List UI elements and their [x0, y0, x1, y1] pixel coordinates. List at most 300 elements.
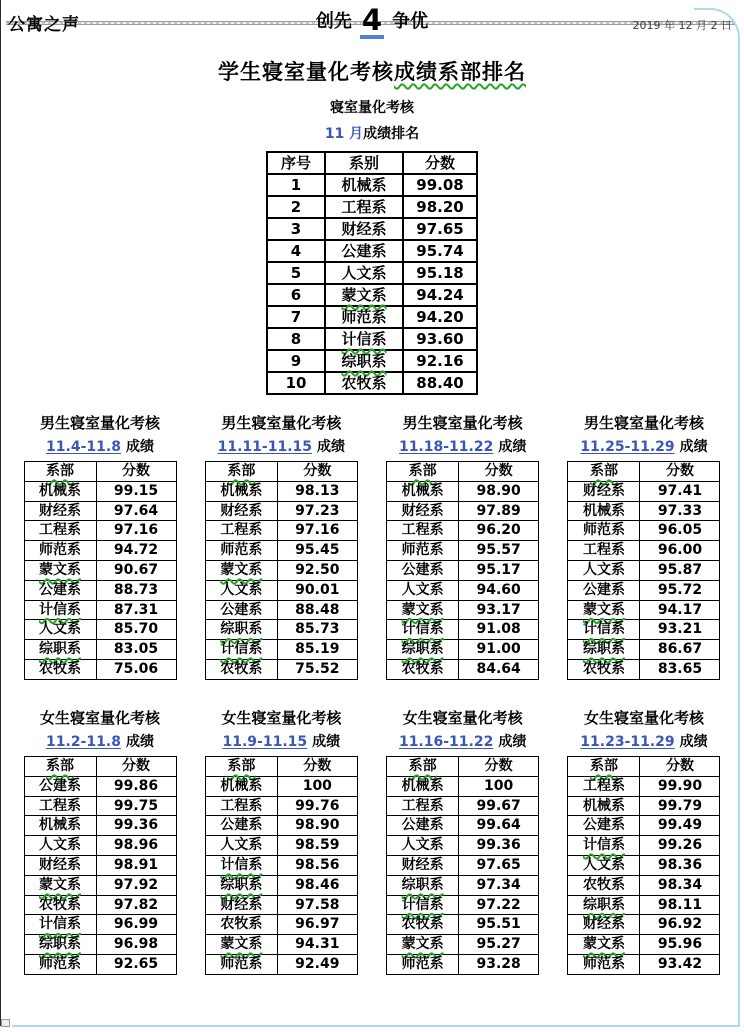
weekly-score-table	[386, 756, 539, 975]
value-cell: 97.34	[459, 875, 539, 895]
dept-cell	[205, 560, 277, 580]
weekly-table-body	[24, 776, 176, 974]
table-row	[205, 935, 357, 955]
table-row	[24, 895, 176, 915]
value-cell: 84.64	[459, 659, 539, 679]
weekly-table-title: 女生寝室量化考核	[39, 709, 160, 727]
value-cell: 98.91	[96, 855, 176, 875]
dept-header-label: 系部	[227, 463, 256, 479]
dept-cell: 师范系	[325, 306, 403, 328]
dept-label: 蒙文系	[220, 936, 263, 953]
dept-cell	[205, 875, 277, 895]
value-cell: 4	[267, 240, 325, 262]
value-cell: 96.92	[640, 915, 720, 935]
table-row	[387, 895, 539, 915]
table-row	[205, 954, 357, 974]
dept-cell: 人文系	[24, 836, 96, 856]
value-cell: 85.19	[277, 640, 357, 660]
dept-column-header	[24, 757, 96, 777]
dept-cell: 机械系	[205, 776, 277, 796]
table-row	[205, 560, 357, 580]
value-cell: 98.36	[640, 855, 720, 875]
value-cell: 94.60	[459, 580, 539, 600]
dept-cell: 人文系	[205, 580, 277, 600]
dept-cell: 财经系	[568, 481, 640, 501]
table-row	[205, 796, 357, 816]
dept-label: 综职系	[39, 936, 81, 953]
table-row	[24, 659, 176, 679]
dept-header-label: 系部	[589, 463, 618, 479]
dept-cell: 农牧系	[24, 895, 96, 915]
weekly-table-subtitle	[379, 436, 547, 456]
table-row	[205, 855, 357, 875]
dept-column-header	[387, 757, 459, 777]
table-row	[387, 875, 539, 895]
value-cell: 99.36	[459, 836, 539, 856]
weekly-score-table	[205, 756, 358, 975]
value-cell: 9	[267, 350, 325, 372]
dept-cell	[387, 640, 459, 660]
value-cell: 6	[267, 284, 325, 306]
table-row	[387, 481, 539, 501]
table-row	[387, 541, 539, 561]
dept-cell: 财经系	[568, 915, 640, 935]
table-row	[205, 580, 357, 600]
dept-cell	[325, 284, 403, 306]
value-cell: 93.21	[640, 620, 720, 640]
value-cell: 100	[459, 776, 539, 796]
dept-label: 蒙文系	[401, 936, 444, 953]
dept-header-label: 系部	[46, 758, 74, 774]
score-column-header: 分数	[403, 152, 477, 174]
weekly-table-block	[197, 412, 365, 680]
dept-cell	[24, 560, 96, 580]
table-header-row	[387, 757, 539, 777]
dept-cell: 财经系	[325, 218, 403, 240]
value-cell: 98.34	[640, 875, 720, 895]
dept-cell: 工程系	[205, 796, 277, 816]
dept-cell	[387, 935, 459, 955]
value-cell: 97.16	[96, 521, 176, 541]
table-row	[24, 560, 176, 580]
value-cell: 99.86	[96, 776, 176, 796]
dept-cell: 机械系	[387, 776, 459, 796]
table-row	[387, 855, 539, 875]
table-row	[267, 350, 477, 372]
value-cell: 99.79	[640, 796, 720, 816]
table-row	[568, 501, 720, 521]
subtitle-suffix: 成绩	[125, 734, 154, 750]
score-column-header: 分数	[277, 462, 357, 482]
dept-label: 蒙文系	[401, 601, 444, 618]
value-cell: 99.36	[96, 816, 176, 836]
weekly-table-block	[379, 412, 547, 680]
dept-label: 综职系	[220, 876, 263, 893]
dept-cell: 师范系	[205, 541, 277, 561]
value-cell: 95.72	[640, 580, 720, 600]
page-bottom-border	[12, 1025, 739, 1027]
value-cell: 99.08	[403, 174, 477, 196]
dept-cell: 人文系	[568, 855, 640, 875]
value-cell: 1	[267, 174, 325, 196]
dept-cell: 公建系	[205, 816, 277, 836]
dept-cell	[568, 640, 640, 660]
table-row	[568, 855, 720, 875]
value-cell: 88.40	[403, 372, 477, 394]
value-cell: 95.45	[277, 541, 357, 561]
dept-cell: 工程系	[325, 196, 403, 218]
value-cell: 75.06	[96, 659, 176, 679]
value-cell: 88.48	[277, 600, 357, 620]
dept-cell: 工程系	[24, 521, 96, 541]
weekly-table-block	[560, 707, 728, 975]
dept-cell	[568, 836, 640, 856]
table-row	[24, 816, 176, 836]
value-cell: 97.89	[459, 501, 539, 521]
value-cell: 99.15	[96, 481, 176, 501]
value-cell: 96.97	[277, 915, 357, 935]
value-cell: 95.96	[640, 935, 720, 955]
subtitle-suffix: 成绩	[679, 439, 708, 455]
value-cell: 97.16	[277, 521, 357, 541]
weekly-table-body	[205, 481, 357, 679]
table-row	[387, 954, 539, 974]
slogan-text-pre: 创先	[315, 11, 352, 32]
dept-cell: 工程系	[24, 796, 96, 816]
dept-cell	[387, 620, 459, 640]
dept-cell: 公建系	[387, 816, 459, 836]
value-cell: 97.22	[459, 895, 539, 915]
table-row	[387, 935, 539, 955]
weekly-score-table	[567, 756, 720, 975]
dept-cell	[325, 350, 403, 372]
weekly-table-block	[16, 412, 184, 680]
page-title-underlined: 成绩系部排名	[394, 60, 526, 84]
value-cell: 95.74	[403, 240, 477, 262]
dept-cell: 师范系	[568, 521, 640, 541]
dept-label: 蒙文系	[582, 601, 625, 618]
dept-header-label: 系部	[227, 758, 256, 774]
table-row	[205, 501, 357, 521]
dept-cell: 机械系	[205, 481, 277, 501]
score-column-header: 分数	[459, 462, 539, 482]
dept-cell: 机械系	[568, 501, 640, 521]
table-row	[568, 659, 720, 679]
value-cell: 94.17	[640, 600, 720, 620]
value-cell: 5	[267, 262, 325, 284]
value-cell: 97.92	[96, 875, 176, 895]
subtitle-suffix: 成绩	[679, 734, 708, 750]
dept-cell: 农牧系	[568, 659, 640, 679]
dept-cell: 农牧系	[387, 659, 459, 679]
dept-cell: 财经系	[205, 501, 277, 521]
dept-cell: 公建系	[205, 600, 277, 620]
table-row	[568, 935, 720, 955]
dept-cell: 人文系	[24, 620, 96, 640]
weekly-table-title: 女生寝室量化考核	[583, 709, 704, 727]
boys-weekly-tables-row	[16, 412, 728, 680]
table-header-row	[24, 462, 176, 482]
monthly-ranking-subheading	[0, 123, 744, 143]
dept-cell: 农牧系	[387, 915, 459, 935]
table-row	[387, 501, 539, 521]
bottom-left-handle	[1, 1019, 10, 1027]
table-row	[387, 521, 539, 541]
value-cell: 98.46	[277, 875, 357, 895]
dept-cell	[24, 915, 96, 935]
dept-cell: 机械系	[568, 796, 640, 816]
subtitle-suffix: 成绩	[312, 734, 341, 750]
dept-label: 综职系	[39, 641, 81, 658]
dept-cell	[568, 620, 640, 640]
dept-cell: 工程系	[568, 541, 640, 561]
dept-cell: 财经系	[24, 855, 96, 875]
table-row	[205, 640, 357, 660]
subtitle-suffix: 成绩	[498, 734, 527, 750]
weekly-table-body	[24, 481, 176, 679]
weekly-table-subtitle	[560, 436, 728, 456]
value-cell: 94.31	[277, 935, 357, 955]
dept-cell: 人文系	[387, 580, 459, 600]
score-column-header: 分数	[640, 757, 720, 777]
table-row	[24, 580, 176, 600]
dept-cell: 财经系	[387, 501, 459, 521]
table-row	[267, 284, 477, 306]
dept-column-header	[568, 462, 640, 482]
value-cell: 99.64	[459, 816, 539, 836]
dept-cell: 工程系	[568, 776, 640, 796]
table-row	[568, 620, 720, 640]
value-cell: 93.28	[459, 954, 539, 974]
weekly-table-body	[568, 776, 720, 974]
dept-label: 综职系	[401, 641, 444, 658]
dept-cell: 机械系	[24, 816, 96, 836]
slogan-big-number: 4	[361, 3, 383, 37]
value-cell: 92.65	[96, 954, 176, 974]
dept-cell: 师范系	[205, 954, 277, 974]
value-cell: 86.67	[640, 640, 720, 660]
value-cell: 95.87	[640, 560, 720, 580]
table-row	[568, 640, 720, 660]
value-cell: 10	[267, 372, 325, 394]
dept-label: 综职系	[341, 352, 387, 370]
dept-cell	[568, 895, 640, 915]
value-cell: 99.76	[277, 796, 357, 816]
table-row	[267, 196, 477, 218]
weekly-table-body	[568, 481, 720, 679]
value-cell: 94.24	[403, 284, 477, 306]
table-row	[205, 895, 357, 915]
weekly-table-body	[205, 776, 357, 974]
value-cell: 3	[267, 218, 325, 240]
value-cell: 99.75	[96, 796, 176, 816]
value-cell: 87.31	[96, 600, 176, 620]
dept-cell: 师范系	[24, 541, 96, 561]
value-cell: 83.05	[96, 640, 176, 660]
table-header-row	[205, 757, 357, 777]
girls-weekly-tables-row	[16, 707, 728, 975]
table-row	[568, 796, 720, 816]
weekly-table-block	[560, 412, 728, 680]
dept-label: 计信系	[582, 837, 625, 854]
value-cell: 7	[267, 306, 325, 328]
dept-label: 蒙文系	[220, 561, 263, 578]
weekly-table-block	[16, 707, 184, 975]
weekly-table-title: 男生寝室量化考核	[221, 414, 342, 432]
table-header-row	[568, 757, 720, 777]
date-range: 11.23-11.29	[580, 734, 675, 750]
value-cell: 96.00	[640, 541, 720, 561]
page-title-plain: 学生寝室量化考核	[218, 60, 394, 84]
value-cell: 97.23	[277, 501, 357, 521]
dept-header-label: 系部	[46, 463, 74, 479]
dept-cell: 公建系	[325, 240, 403, 262]
dept-cell: 人文系	[387, 836, 459, 856]
date-range: 11.25-11.29	[580, 439, 675, 455]
value-cell: 99.90	[640, 776, 720, 796]
value-cell: 92.16	[403, 350, 477, 372]
table-row	[24, 600, 176, 620]
table-row	[24, 501, 176, 521]
dept-cell	[568, 600, 640, 620]
table-row	[267, 328, 477, 350]
page-left-border	[0, 0, 1, 1026]
table-header-row	[568, 462, 720, 482]
weekly-table-block	[379, 707, 547, 975]
slogan-text-post: 争优	[392, 11, 429, 32]
table-row	[267, 240, 477, 262]
rank-column-header: 序号	[267, 152, 325, 174]
table-row	[267, 262, 477, 284]
value-cell: 95.27	[459, 935, 539, 955]
masthead-date: 2019 年 12 月 2 日	[632, 19, 732, 32]
dept-cell: 公建系	[24, 776, 96, 796]
table-header-row	[387, 462, 539, 482]
value-cell: 90.01	[277, 580, 357, 600]
dept-cell: 公建系	[568, 580, 640, 600]
value-cell: 93.60	[403, 328, 477, 350]
dept-column-header: 系别	[325, 152, 403, 174]
dept-cell	[24, 875, 96, 895]
value-cell: 98.90	[277, 816, 357, 836]
date-range: 11.9-11.15	[222, 734, 308, 750]
table-row	[568, 600, 720, 620]
value-cell: 98.59	[277, 836, 357, 856]
dept-cell	[325, 328, 403, 350]
dept-cell: 农牧系	[24, 659, 96, 679]
dept-label: 计信系	[582, 621, 625, 638]
weekly-table-block	[197, 707, 365, 975]
value-cell: 97.65	[403, 218, 477, 240]
table-row	[267, 174, 477, 196]
dept-cell	[387, 895, 459, 915]
date-range: 11.2-11.8	[46, 734, 121, 750]
value-cell: 98.96	[96, 836, 176, 856]
dept-cell: 公建系	[568, 816, 640, 836]
monthly-ranking-heading: 寝室量化考核	[330, 100, 414, 116]
table-row	[205, 481, 357, 501]
table-row	[568, 560, 720, 580]
dept-label: 计信系	[341, 330, 387, 348]
dept-cell	[205, 935, 277, 955]
value-cell: 90.67	[96, 560, 176, 580]
weekly-table-subtitle	[560, 731, 728, 751]
dept-cell: 农牧系	[205, 659, 277, 679]
dept-label: 综职系	[582, 641, 625, 658]
table-row	[387, 915, 539, 935]
table-row	[24, 481, 176, 501]
month-number: 11 月	[324, 126, 364, 142]
weekly-score-table	[24, 461, 177, 680]
subtitle-suffix: 成绩	[125, 439, 154, 455]
table-row	[387, 836, 539, 856]
table-header-row	[24, 757, 176, 777]
value-cell: 95.18	[403, 262, 477, 284]
value-cell: 98.56	[277, 855, 357, 875]
value-cell: 88.73	[96, 580, 176, 600]
value-cell: 97.64	[96, 501, 176, 521]
dept-cell: 师范系	[387, 954, 459, 974]
table-row	[24, 875, 176, 895]
date-range: 11.11-11.15	[217, 439, 313, 455]
table-row	[205, 875, 357, 895]
dept-cell	[24, 600, 96, 620]
weekly-table-subtitle	[379, 731, 547, 751]
table-header-row	[267, 152, 477, 174]
dept-cell	[205, 640, 277, 660]
value-cell: 98.20	[403, 196, 477, 218]
dept-label: 综职系	[582, 896, 625, 913]
monthly-ranking-table	[266, 151, 478, 395]
dept-cell: 人文系	[325, 262, 403, 284]
table-row	[24, 640, 176, 660]
value-cell: 83.65	[640, 659, 720, 679]
value-cell: 85.73	[277, 620, 357, 640]
dept-column-header	[205, 462, 277, 482]
table-row	[24, 541, 176, 561]
table-row	[387, 600, 539, 620]
table-row	[568, 895, 720, 915]
table-row	[387, 776, 539, 796]
subtitle-suffix: 成绩	[317, 439, 346, 455]
value-cell: 98.11	[640, 895, 720, 915]
value-cell: 97.33	[640, 501, 720, 521]
dept-cell: 公建系	[24, 580, 96, 600]
date-range: 11.18-11.22	[398, 439, 494, 455]
value-cell: 98.90	[459, 481, 539, 501]
value-cell: 97.65	[459, 855, 539, 875]
value-cell: 75.52	[277, 659, 357, 679]
value-cell: 94.72	[96, 541, 176, 561]
value-cell: 92.49	[277, 954, 357, 974]
monthly-ranking-section	[0, 97, 744, 395]
table-row	[205, 600, 357, 620]
value-cell: 93.42	[640, 954, 720, 974]
value-cell: 8	[267, 328, 325, 350]
dept-label: 计信系	[401, 621, 444, 638]
weekly-score-table	[24, 756, 177, 975]
table-row	[205, 915, 357, 935]
subheading-rest: 成绩排名	[363, 126, 420, 142]
subtitle-suffix: 成绩	[498, 439, 527, 455]
weekly-table-title: 女生寝室量化考核	[221, 709, 342, 727]
value-cell: 96.20	[459, 521, 539, 541]
table-row	[24, 796, 176, 816]
dept-cell	[24, 640, 96, 660]
table-row	[24, 935, 176, 955]
value-cell: 99.49	[640, 816, 720, 836]
dept-cell	[387, 600, 459, 620]
